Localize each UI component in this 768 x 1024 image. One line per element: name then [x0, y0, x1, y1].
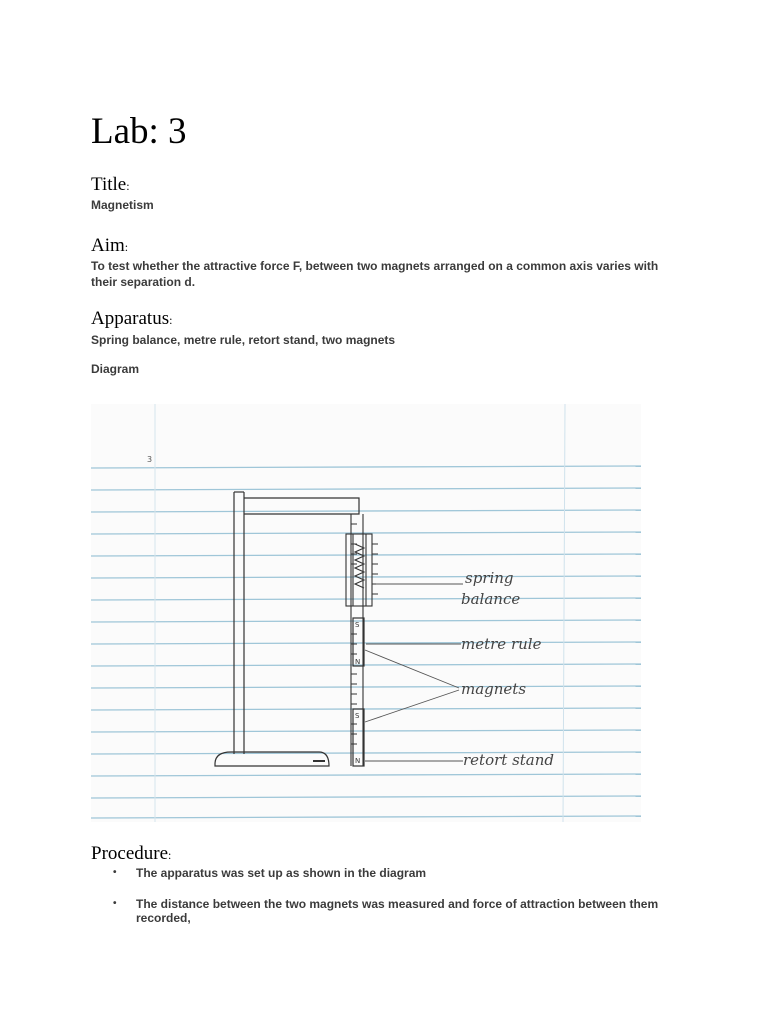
apparatus-heading-text: Apparatus	[91, 308, 170, 329]
title-heading-colon: :	[126, 179, 130, 193]
label-spring: spring	[465, 569, 514, 587]
page-number: 3	[147, 455, 153, 464]
apparatus-heading	[91, 308, 172, 330]
aim-text: To test whether the attractive force F, between two magnets arranged on a common axis varies with their separation d.	[91, 259, 659, 289]
procedure-step-text: The apparatus was set up as shown in the diagram	[136, 866, 427, 880]
procedure-step	[91, 897, 671, 925]
apparatus-diagram	[91, 404, 641, 822]
procedure-step	[91, 866, 671, 880]
procedure-heading	[91, 843, 171, 865]
aim-heading-colon: :	[124, 240, 129, 254]
label-metre-rule: metre rule	[461, 635, 542, 653]
procedure-list	[91, 866, 671, 942]
bullet-icon: •	[113, 898, 117, 909]
pole-upper-bottom: N	[355, 658, 361, 666]
diagram-label: Diagram	[91, 362, 140, 376]
procedure-heading-text: Procedure	[91, 843, 169, 864]
title-heading	[91, 174, 130, 196]
title-heading-text: Title	[91, 174, 127, 195]
procedure-heading-colon: :	[168, 848, 172, 862]
pole-lower-bottom: N	[355, 757, 361, 765]
pole-upper-top: S	[355, 621, 360, 629]
label-retort-stand: retort stand	[463, 751, 555, 769]
procedure-step-text: The distance between the two magnets was measured and force of attraction between them recorded,	[136, 897, 659, 925]
pole-lower-top: S	[355, 712, 360, 720]
aim-heading-text: Aim	[91, 235, 125, 256]
label-balance: balance	[461, 590, 521, 608]
aim-heading	[91, 235, 128, 257]
apparatus-heading-colon: :	[169, 313, 173, 327]
bullet-icon: •	[113, 867, 117, 878]
label-magnets: magnets	[461, 680, 527, 698]
apparatus-text: Spring balance, metre rule, retort stand, two magnets	[91, 333, 396, 347]
lab-title: Lab: 3	[91, 111, 187, 152]
title-text: Magnetism	[91, 198, 154, 212]
